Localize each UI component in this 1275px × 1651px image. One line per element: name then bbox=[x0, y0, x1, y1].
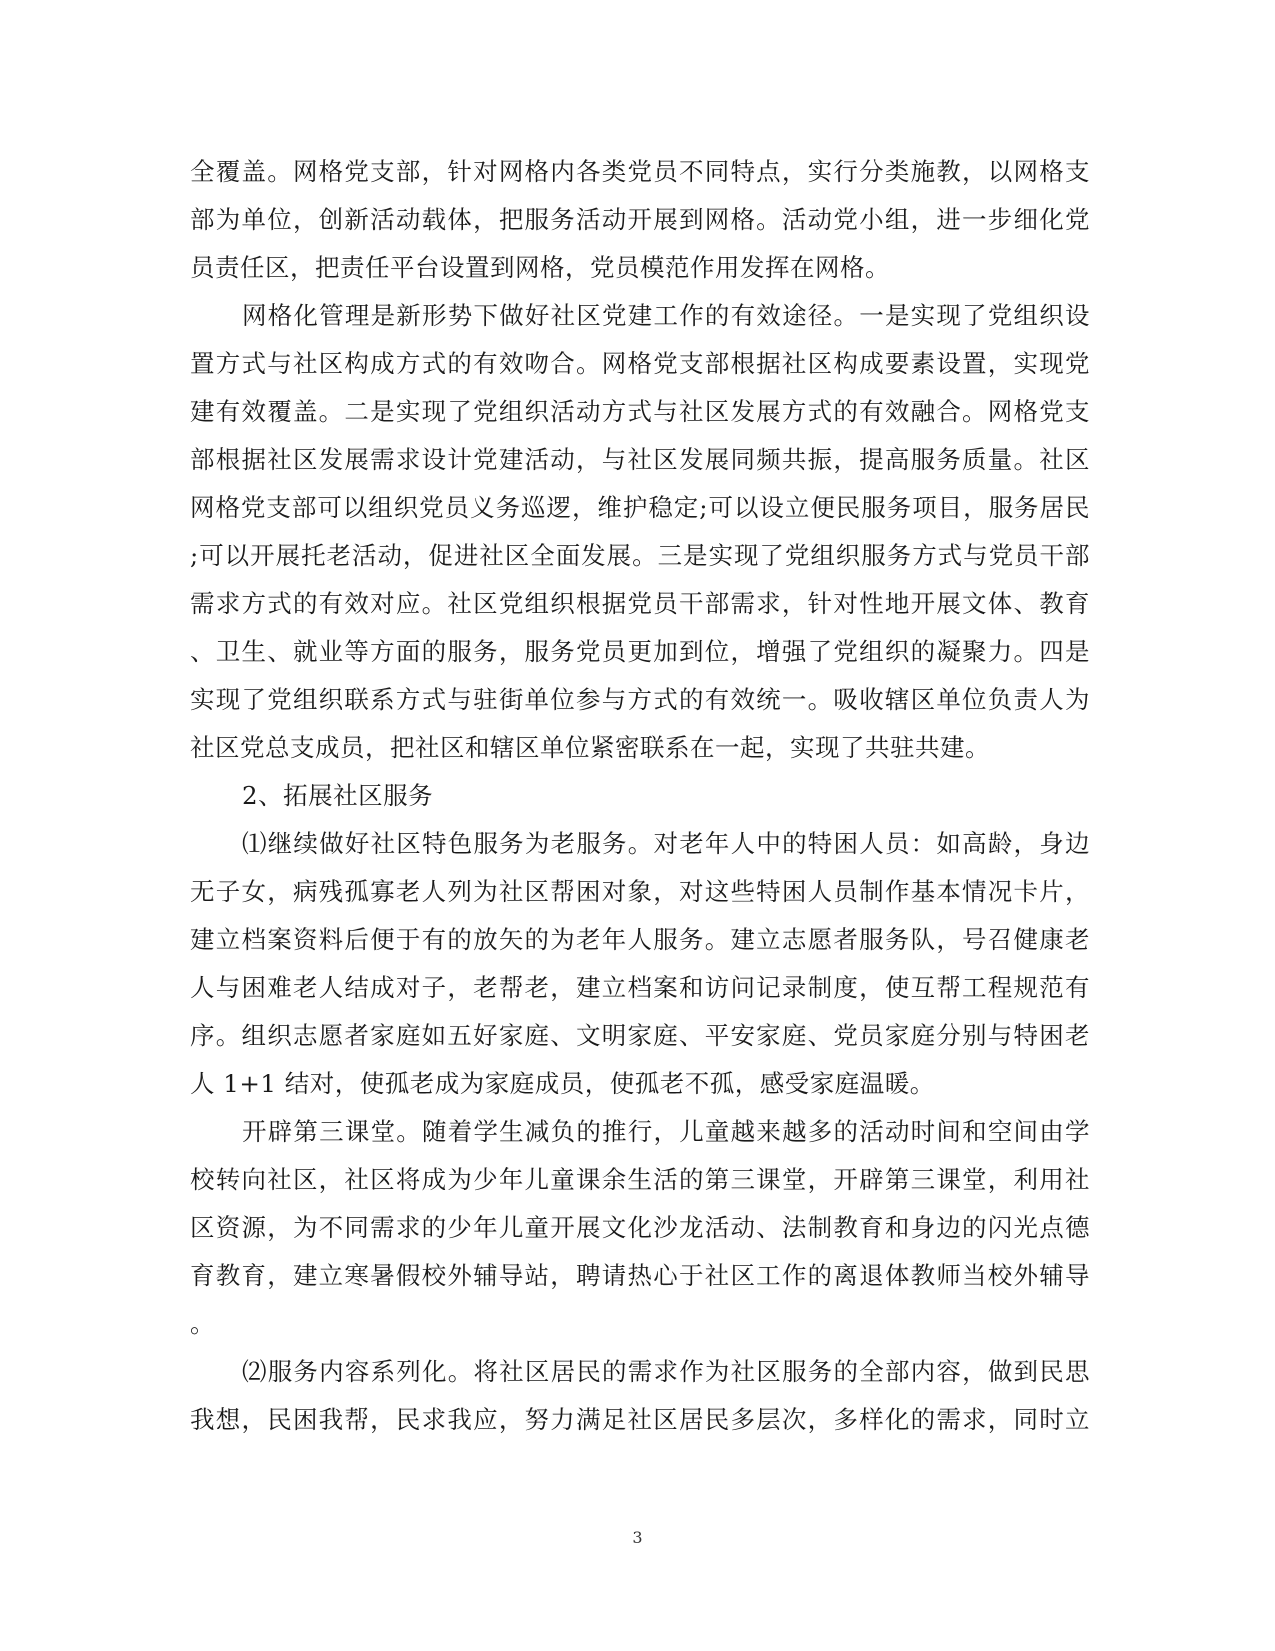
text-line: 育教育，建立寒暑假校外辅导站，聘请热心于社区工作的离退体教师当校外辅导 bbox=[190, 1261, 1090, 1290]
text-line: 网格党支部可以组织党员义务巡逻，维护稳定;可以设立便民服务项目，服务居民 bbox=[190, 493, 1090, 522]
text-line: 社区党总支成员，把社区和辖区单位紧密联系在一起，实现了共驻共建。 bbox=[190, 733, 990, 762]
text-line: 建立档案资料后便于有的放矢的为老年人服务。建立志愿者服务队，号召健康老 bbox=[190, 925, 1090, 954]
text-line: 实现了党组织联系方式与驻街单位参与方式的有效统一。吸收辖区单位负责人为 bbox=[190, 685, 1090, 714]
text-line: 开辟第三课堂。随着学生减负的推行，儿童越来越多的活动时间和空间由学 bbox=[242, 1117, 1090, 1146]
text-line: 网格化管理是新形势下做好社区党建工作的有效途径。一是实现了党组织设 bbox=[242, 301, 1090, 330]
text-line: ;可以开展托老活动，促进社区全面发展。三是实现了党组织服务方式与党员干部 bbox=[190, 541, 1090, 570]
text-line: 员责任区，把责任平台设置到网格，党员模范作用发挥在网格。 bbox=[190, 253, 890, 282]
document-body bbox=[190, 148, 1090, 1444]
text-line: 、卫生、就业等方面的服务，服务党员更加到位，增强了党组织的凝聚力。四是 bbox=[190, 637, 1090, 666]
text-line: 。 bbox=[190, 1309, 215, 1338]
text-line: 区资源，为不同需求的少年儿童开展文化沙龙活动、法制教育和身边的闪光点德 bbox=[190, 1213, 1090, 1242]
text-line: 序。组织志愿者家庭如五好家庭、文明家庭、平安家庭、党员家庭分别与特困老 bbox=[190, 1021, 1090, 1050]
text-line: ⑴继续做好社区特色服务为老服务。对老年人中的特困人员：如高龄，身边 bbox=[242, 829, 1090, 858]
text-line: 全覆盖。网格党支部，针对网格内各类党员不同特点，实行分类施教，以网格支 bbox=[190, 157, 1090, 186]
text-line: 人 1+1 结对，使孤老成为家庭成员，使孤老不孤，感受家庭温暖。 bbox=[190, 1069, 935, 1098]
text-line: 无子女，病残孤寡老人列为社区帮困对象，对这些特困人员制作基本情况卡片， bbox=[190, 877, 1090, 906]
text-line: 我想，民困我帮，民求我应，努力满足社区居民多层次，多样化的需求，同时立 bbox=[190, 1405, 1090, 1434]
text-line: 置方式与社区构成方式的有效吻合。网格党支部根据社区构成要素设置，实现党 bbox=[190, 349, 1090, 378]
page-number: 3 bbox=[632, 1528, 643, 1547]
text-line: 校转向社区，社区将成为少年儿童课余生活的第三课堂，开辟第三课堂，利用社 bbox=[190, 1165, 1090, 1194]
section-heading: 2、拓展社区服务 bbox=[242, 781, 434, 810]
text-line: 人与困难老人结成对子，老帮老，建立档案和访问记录制度，使互帮工程规范有 bbox=[190, 973, 1090, 1002]
text-line: ⑵服务内容系列化。将社区居民的需求作为社区服务的全部内容，做到民思 bbox=[242, 1357, 1090, 1386]
text-line: 部为单位，创新活动载体，把服务活动开展到网格。活动党小组，进一步细化党 bbox=[190, 205, 1090, 234]
text-line: 部根据社区发展需求设计党建活动，与社区发展同频共振，提高服务质量。社区 bbox=[190, 445, 1090, 474]
text-line: 需求方式的有效对应。社区党组织根据党员干部需求，针对性地开展文体、教育 bbox=[190, 589, 1090, 618]
text-line: 建有效覆盖。二是实现了党组织活动方式与社区发展方式的有效融合。网格党支 bbox=[190, 397, 1090, 426]
